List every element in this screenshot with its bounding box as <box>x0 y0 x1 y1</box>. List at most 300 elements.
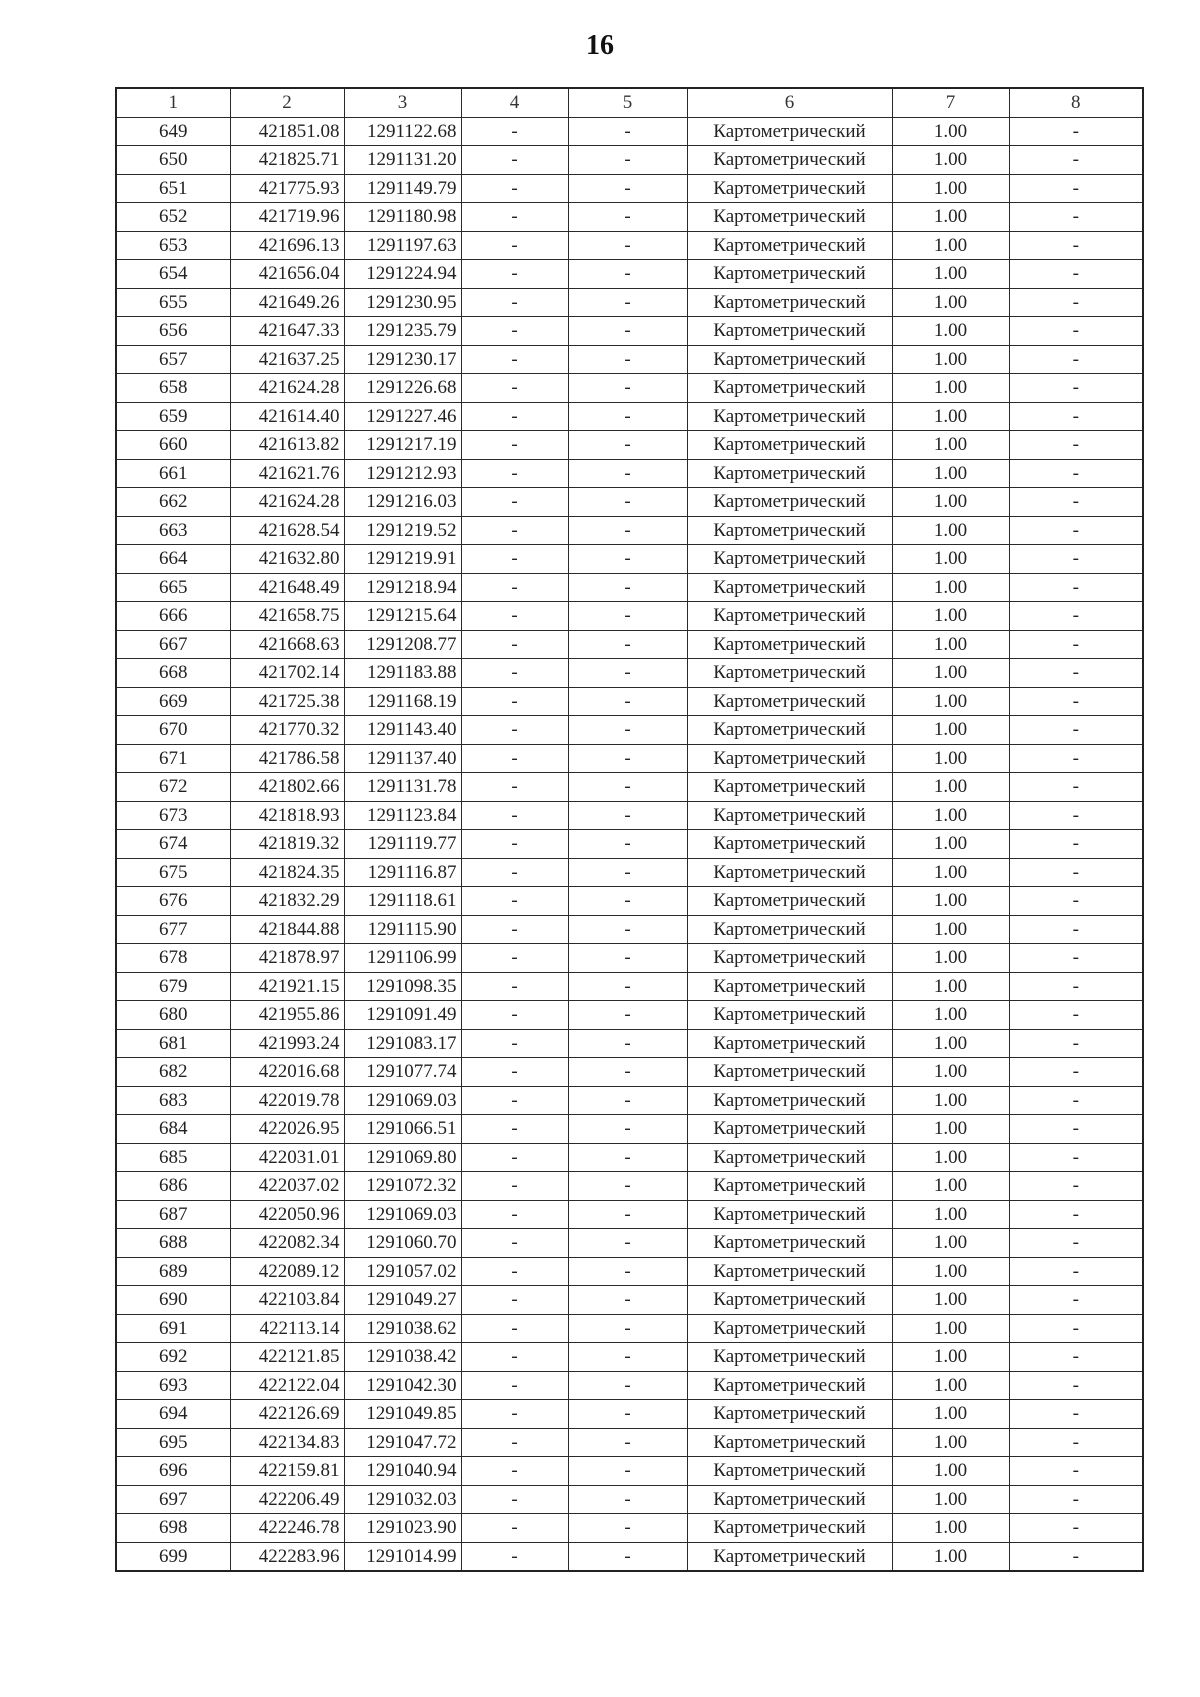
point-number-cell: 690 <box>116 1286 230 1315</box>
x-coordinate-cell: 421878.97 <box>230 944 344 973</box>
column-5-cell: - <box>568 573 687 602</box>
method-cell: Картометрический <box>687 1286 892 1315</box>
point-number-cell: 694 <box>116 1400 230 1429</box>
table-row <box>116 174 1143 203</box>
table-row <box>116 659 1143 688</box>
table-row <box>116 545 1143 574</box>
x-coordinate-cell: 421648.49 <box>230 573 344 602</box>
column-5-cell: - <box>568 1400 687 1429</box>
x-coordinate-cell: 421802.66 <box>230 773 344 802</box>
method-cell: Картометрический <box>687 1314 892 1343</box>
x-coordinate-cell: 421818.93 <box>230 801 344 830</box>
column-5-cell: - <box>568 1286 687 1315</box>
column-5-cell: - <box>568 431 687 460</box>
column-8-cell: - <box>1009 1001 1143 1030</box>
x-coordinate-cell: 421702.14 <box>230 659 344 688</box>
table-row <box>116 1514 1143 1543</box>
column-8-cell: - <box>1009 1457 1143 1486</box>
column-4-cell: - <box>461 1371 568 1400</box>
table-row <box>116 687 1143 716</box>
table-row <box>116 1143 1143 1172</box>
column-8-cell: - <box>1009 545 1143 574</box>
method-cell: Картометрический <box>687 858 892 887</box>
column-8-cell: - <box>1009 716 1143 745</box>
method-cell: Картометрический <box>687 516 892 545</box>
column-4-cell: - <box>461 1457 568 1486</box>
method-cell: Картометрический <box>687 203 892 232</box>
y-coordinate-cell: 1291168.19 <box>344 687 461 716</box>
accuracy-cell: 1.00 <box>892 1485 1009 1514</box>
column-5-cell: - <box>568 1229 687 1258</box>
table-row <box>116 1115 1143 1144</box>
y-coordinate-cell: 1291197.63 <box>344 231 461 260</box>
column-5-cell: - <box>568 1457 687 1486</box>
accuracy-cell: 1.00 <box>892 887 1009 916</box>
y-coordinate-cell: 1291131.20 <box>344 146 461 175</box>
column-5-cell: - <box>568 1428 687 1457</box>
column-5-cell: - <box>568 659 687 688</box>
column-4-cell: - <box>461 1400 568 1429</box>
column-4-cell: - <box>461 488 568 517</box>
method-cell: Картометрический <box>687 801 892 830</box>
column-4-cell: - <box>461 117 568 146</box>
header-cell: 4 <box>461 88 568 117</box>
column-8-cell: - <box>1009 1514 1143 1543</box>
method-cell: Картометрический <box>687 1514 892 1543</box>
column-8-cell: - <box>1009 260 1143 289</box>
point-number-cell: 652 <box>116 203 230 232</box>
x-coordinate-cell: 422050.96 <box>230 1200 344 1229</box>
accuracy-cell: 1.00 <box>892 1115 1009 1144</box>
accuracy-cell: 1.00 <box>892 431 1009 460</box>
column-5-cell: - <box>568 630 687 659</box>
table-row <box>116 944 1143 973</box>
y-coordinate-cell: 1291216.03 <box>344 488 461 517</box>
table-row <box>116 602 1143 631</box>
accuracy-cell: 1.00 <box>892 858 1009 887</box>
column-5-cell: - <box>568 801 687 830</box>
table-row <box>116 1343 1143 1372</box>
accuracy-cell: 1.00 <box>892 288 1009 317</box>
method-cell: Картометрический <box>687 773 892 802</box>
accuracy-cell: 1.00 <box>892 1172 1009 1201</box>
column-8-cell: - <box>1009 1542 1143 1571</box>
column-5-cell: - <box>568 830 687 859</box>
accuracy-cell: 1.00 <box>892 744 1009 773</box>
y-coordinate-cell: 1291057.02 <box>344 1257 461 1286</box>
column-4-cell: - <box>461 203 568 232</box>
y-coordinate-cell: 1291227.46 <box>344 402 461 431</box>
table-row <box>116 1200 1143 1229</box>
accuracy-cell: 1.00 <box>892 1343 1009 1372</box>
method-cell: Картометрический <box>687 402 892 431</box>
accuracy-cell: 1.00 <box>892 317 1009 346</box>
method-cell: Картометрический <box>687 944 892 973</box>
y-coordinate-cell: 1291032.03 <box>344 1485 461 1514</box>
x-coordinate-cell: 421921.15 <box>230 972 344 1001</box>
accuracy-cell: 1.00 <box>892 117 1009 146</box>
column-4-cell: - <box>461 887 568 916</box>
table-row <box>116 1485 1143 1514</box>
x-coordinate-cell: 422019.78 <box>230 1086 344 1115</box>
accuracy-cell: 1.00 <box>892 488 1009 517</box>
table-row <box>116 972 1143 1001</box>
x-coordinate-cell: 421668.63 <box>230 630 344 659</box>
point-number-cell: 688 <box>116 1229 230 1258</box>
method-cell: Картометрический <box>687 288 892 317</box>
point-number-cell: 668 <box>116 659 230 688</box>
column-5-cell: - <box>568 174 687 203</box>
column-8-cell: - <box>1009 1058 1143 1087</box>
column-4-cell: - <box>461 516 568 545</box>
method-cell: Картометрический <box>687 1001 892 1030</box>
column-5-cell: - <box>568 773 687 802</box>
column-4-cell: - <box>461 773 568 802</box>
y-coordinate-cell: 1291083.17 <box>344 1029 461 1058</box>
column-5-cell: - <box>568 1172 687 1201</box>
y-coordinate-cell: 1291122.68 <box>344 117 461 146</box>
x-coordinate-cell: 421649.26 <box>230 288 344 317</box>
method-cell: Картометрический <box>687 345 892 374</box>
x-coordinate-cell: 421819.32 <box>230 830 344 859</box>
method-cell: Картометрический <box>687 744 892 773</box>
method-cell: Картометрический <box>687 1115 892 1144</box>
point-number-cell: 651 <box>116 174 230 203</box>
column-5-cell: - <box>568 744 687 773</box>
x-coordinate-cell: 421993.24 <box>230 1029 344 1058</box>
column-4-cell: - <box>461 1514 568 1543</box>
column-8-cell: - <box>1009 1428 1143 1457</box>
y-coordinate-cell: 1291023.90 <box>344 1514 461 1543</box>
page-number: 16 <box>586 30 614 61</box>
y-coordinate-cell: 1291219.91 <box>344 545 461 574</box>
column-8-cell: - <box>1009 1172 1143 1201</box>
y-coordinate-cell: 1291049.85 <box>344 1400 461 1429</box>
method-cell: Картометрический <box>687 174 892 203</box>
column-4-cell: - <box>461 1143 568 1172</box>
column-8-cell: - <box>1009 773 1143 802</box>
accuracy-cell: 1.00 <box>892 146 1009 175</box>
column-4-cell: - <box>461 459 568 488</box>
table-row <box>116 1029 1143 1058</box>
point-number-cell: 671 <box>116 744 230 773</box>
point-number-cell: 655 <box>116 288 230 317</box>
x-coordinate-cell: 421775.93 <box>230 174 344 203</box>
x-coordinate-cell: 422126.69 <box>230 1400 344 1429</box>
column-4-cell: - <box>461 858 568 887</box>
column-8-cell: - <box>1009 1115 1143 1144</box>
point-number-cell: 667 <box>116 630 230 659</box>
point-number-cell: 675 <box>116 858 230 887</box>
table-row <box>116 1229 1143 1258</box>
y-coordinate-cell: 1291077.74 <box>344 1058 461 1087</box>
y-coordinate-cell: 1291069.03 <box>344 1200 461 1229</box>
header-cell: 3 <box>344 88 461 117</box>
column-4-cell: - <box>461 944 568 973</box>
column-4-cell: - <box>461 146 568 175</box>
column-5-cell: - <box>568 1485 687 1514</box>
accuracy-cell: 1.00 <box>892 1200 1009 1229</box>
table-row <box>116 488 1143 517</box>
table-body <box>116 117 1143 1571</box>
accuracy-cell: 1.00 <box>892 374 1009 403</box>
y-coordinate-cell: 1291208.77 <box>344 630 461 659</box>
y-coordinate-cell: 1291014.99 <box>344 1542 461 1571</box>
accuracy-cell: 1.00 <box>892 260 1009 289</box>
point-number-cell: 654 <box>116 260 230 289</box>
column-5-cell: - <box>568 1314 687 1343</box>
column-4-cell: - <box>461 716 568 745</box>
table-row <box>116 1457 1143 1486</box>
table-row <box>116 317 1143 346</box>
column-5-cell: - <box>568 1086 687 1115</box>
y-coordinate-cell: 1291049.27 <box>344 1286 461 1315</box>
point-number-cell: 659 <box>116 402 230 431</box>
accuracy-cell: 1.00 <box>892 773 1009 802</box>
accuracy-cell: 1.00 <box>892 1086 1009 1115</box>
accuracy-cell: 1.00 <box>892 1229 1009 1258</box>
x-coordinate-cell: 421696.13 <box>230 231 344 260</box>
y-coordinate-cell: 1291060.70 <box>344 1229 461 1258</box>
x-coordinate-cell: 421832.29 <box>230 887 344 916</box>
accuracy-cell: 1.00 <box>892 1542 1009 1571</box>
column-8-cell: - <box>1009 972 1143 1001</box>
column-5-cell: - <box>568 1371 687 1400</box>
column-4-cell: - <box>461 1029 568 1058</box>
column-8-cell: - <box>1009 1029 1143 1058</box>
accuracy-cell: 1.00 <box>892 1428 1009 1457</box>
accuracy-cell: 1.00 <box>892 1058 1009 1087</box>
table-row <box>116 716 1143 745</box>
point-number-cell: 676 <box>116 887 230 916</box>
y-coordinate-cell: 1291038.42 <box>344 1343 461 1372</box>
point-number-cell: 673 <box>116 801 230 830</box>
accuracy-cell: 1.00 <box>892 1257 1009 1286</box>
point-number-cell: 677 <box>116 915 230 944</box>
column-8-cell: - <box>1009 203 1143 232</box>
y-coordinate-cell: 1291072.32 <box>344 1172 461 1201</box>
accuracy-cell: 1.00 <box>892 174 1009 203</box>
column-8-cell: - <box>1009 1371 1143 1400</box>
column-5-cell: - <box>568 1514 687 1543</box>
point-number-cell: 686 <box>116 1172 230 1201</box>
table-row <box>116 345 1143 374</box>
x-coordinate-cell: 422121.85 <box>230 1343 344 1372</box>
column-4-cell: - <box>461 174 568 203</box>
accuracy-cell: 1.00 <box>892 716 1009 745</box>
accuracy-cell: 1.00 <box>892 345 1009 374</box>
accuracy-cell: 1.00 <box>892 1314 1009 1343</box>
x-coordinate-cell: 422113.14 <box>230 1314 344 1343</box>
table-row <box>116 1172 1143 1201</box>
y-coordinate-cell: 1291183.88 <box>344 659 461 688</box>
method-cell: Картометрический <box>687 1172 892 1201</box>
column-5-cell: - <box>568 146 687 175</box>
column-4-cell: - <box>461 1314 568 1343</box>
y-coordinate-cell: 1291106.99 <box>344 944 461 973</box>
column-8-cell: - <box>1009 630 1143 659</box>
column-8-cell: - <box>1009 801 1143 830</box>
accuracy-cell: 1.00 <box>892 1001 1009 1030</box>
x-coordinate-cell: 421824.35 <box>230 858 344 887</box>
y-coordinate-cell: 1291218.94 <box>344 573 461 602</box>
x-coordinate-cell: 421632.80 <box>230 545 344 574</box>
accuracy-cell: 1.00 <box>892 573 1009 602</box>
accuracy-cell: 1.00 <box>892 630 1009 659</box>
table-row <box>116 1371 1143 1400</box>
accuracy-cell: 1.00 <box>892 659 1009 688</box>
column-5-cell: - <box>568 488 687 517</box>
column-5-cell: - <box>568 345 687 374</box>
y-coordinate-cell: 1291235.79 <box>344 317 461 346</box>
point-number-cell: 680 <box>116 1001 230 1030</box>
column-8-cell: - <box>1009 602 1143 631</box>
y-coordinate-cell: 1291230.17 <box>344 345 461 374</box>
y-coordinate-cell: 1291066.51 <box>344 1115 461 1144</box>
method-cell: Картометрический <box>687 1400 892 1429</box>
method-cell: Картометрический <box>687 659 892 688</box>
table-row <box>116 402 1143 431</box>
point-number-cell: 684 <box>116 1115 230 1144</box>
column-5-cell: - <box>568 459 687 488</box>
column-4-cell: - <box>461 288 568 317</box>
column-4-cell: - <box>461 659 568 688</box>
x-coordinate-cell: 422031.01 <box>230 1143 344 1172</box>
method-cell: Картометрический <box>687 915 892 944</box>
point-number-cell: 670 <box>116 716 230 745</box>
table-row <box>116 915 1143 944</box>
method-cell: Картометрический <box>687 1371 892 1400</box>
y-coordinate-cell: 1291212.93 <box>344 459 461 488</box>
y-coordinate-cell: 1291230.95 <box>344 288 461 317</box>
column-4-cell: - <box>461 402 568 431</box>
x-coordinate-cell: 421624.28 <box>230 374 344 403</box>
method-cell: Картометрический <box>687 459 892 488</box>
column-4-cell: - <box>461 1286 568 1315</box>
point-number-cell: 658 <box>116 374 230 403</box>
table-header-row <box>116 88 1143 117</box>
method-cell: Картометрический <box>687 317 892 346</box>
column-5-cell: - <box>568 402 687 431</box>
x-coordinate-cell: 422082.34 <box>230 1229 344 1258</box>
column-4-cell: - <box>461 1428 568 1457</box>
x-coordinate-cell: 421613.82 <box>230 431 344 460</box>
table-row <box>116 459 1143 488</box>
header-cell: 1 <box>116 88 230 117</box>
point-number-cell: 650 <box>116 146 230 175</box>
column-8-cell: - <box>1009 374 1143 403</box>
column-8-cell: - <box>1009 516 1143 545</box>
point-number-cell: 653 <box>116 231 230 260</box>
table-row <box>116 231 1143 260</box>
header-cell: 7 <box>892 88 1009 117</box>
y-coordinate-cell: 1291069.03 <box>344 1086 461 1115</box>
point-number-cell: 662 <box>116 488 230 517</box>
method-cell: Картометрический <box>687 573 892 602</box>
x-coordinate-cell: 421656.04 <box>230 260 344 289</box>
method-cell: Картометрический <box>687 602 892 631</box>
table-row <box>116 146 1143 175</box>
accuracy-cell: 1.00 <box>892 203 1009 232</box>
column-8-cell: - <box>1009 117 1143 146</box>
accuracy-cell: 1.00 <box>892 972 1009 1001</box>
accuracy-cell: 1.00 <box>892 459 1009 488</box>
accuracy-cell: 1.00 <box>892 801 1009 830</box>
method-cell: Картометрический <box>687 630 892 659</box>
column-8-cell: - <box>1009 744 1143 773</box>
method-cell: Картометрический <box>687 1143 892 1172</box>
point-number-cell: 692 <box>116 1343 230 1372</box>
column-8-cell: - <box>1009 459 1143 488</box>
point-number-cell: 666 <box>116 602 230 631</box>
table-row <box>116 117 1143 146</box>
column-4-cell: - <box>461 431 568 460</box>
table-row <box>116 516 1143 545</box>
point-number-cell: 687 <box>116 1200 230 1229</box>
column-4-cell: - <box>461 374 568 403</box>
point-number-cell: 657 <box>116 345 230 374</box>
column-8-cell: - <box>1009 1229 1143 1258</box>
column-5-cell: - <box>568 1143 687 1172</box>
x-coordinate-cell: 421658.75 <box>230 602 344 631</box>
point-number-cell: 681 <box>116 1029 230 1058</box>
x-coordinate-cell: 421621.76 <box>230 459 344 488</box>
x-coordinate-cell: 421647.33 <box>230 317 344 346</box>
method-cell: Картометрический <box>687 1200 892 1229</box>
method-cell: Картометрический <box>687 887 892 916</box>
y-coordinate-cell: 1291038.62 <box>344 1314 461 1343</box>
x-coordinate-cell: 422016.68 <box>230 1058 344 1087</box>
point-number-cell: 665 <box>116 573 230 602</box>
header-cell: 6 <box>687 88 892 117</box>
y-coordinate-cell: 1291123.84 <box>344 801 461 830</box>
point-number-cell: 649 <box>116 117 230 146</box>
column-4-cell: - <box>461 1172 568 1201</box>
y-coordinate-cell: 1291069.80 <box>344 1143 461 1172</box>
column-4-cell: - <box>461 830 568 859</box>
column-8-cell: - <box>1009 1343 1143 1372</box>
accuracy-cell: 1.00 <box>892 1400 1009 1429</box>
point-number-cell: 660 <box>116 431 230 460</box>
column-8-cell: - <box>1009 887 1143 916</box>
accuracy-cell: 1.00 <box>892 1029 1009 1058</box>
column-8-cell: - <box>1009 1400 1143 1429</box>
column-8-cell: - <box>1009 1286 1143 1315</box>
column-8-cell: - <box>1009 1143 1143 1172</box>
header-cell: 2 <box>230 88 344 117</box>
column-4-cell: - <box>461 1115 568 1144</box>
accuracy-cell: 1.00 <box>892 1371 1009 1400</box>
table-row <box>116 887 1143 916</box>
column-5-cell: - <box>568 1001 687 1030</box>
method-cell: Картометрический <box>687 1457 892 1486</box>
method-cell: Картометрический <box>687 431 892 460</box>
x-coordinate-cell: 422122.04 <box>230 1371 344 1400</box>
y-coordinate-cell: 1291047.72 <box>344 1428 461 1457</box>
column-4-cell: - <box>461 1001 568 1030</box>
column-5-cell: - <box>568 858 687 887</box>
x-coordinate-cell: 422037.02 <box>230 1172 344 1201</box>
y-coordinate-cell: 1291143.40 <box>344 716 461 745</box>
column-5-cell: - <box>568 117 687 146</box>
column-5-cell: - <box>568 915 687 944</box>
header-cell: 5 <box>568 88 687 117</box>
point-number-cell: 699 <box>116 1542 230 1571</box>
method-cell: Картометрический <box>687 488 892 517</box>
column-5-cell: - <box>568 716 687 745</box>
method-cell: Картометрический <box>687 1343 892 1372</box>
column-8-cell: - <box>1009 488 1143 517</box>
